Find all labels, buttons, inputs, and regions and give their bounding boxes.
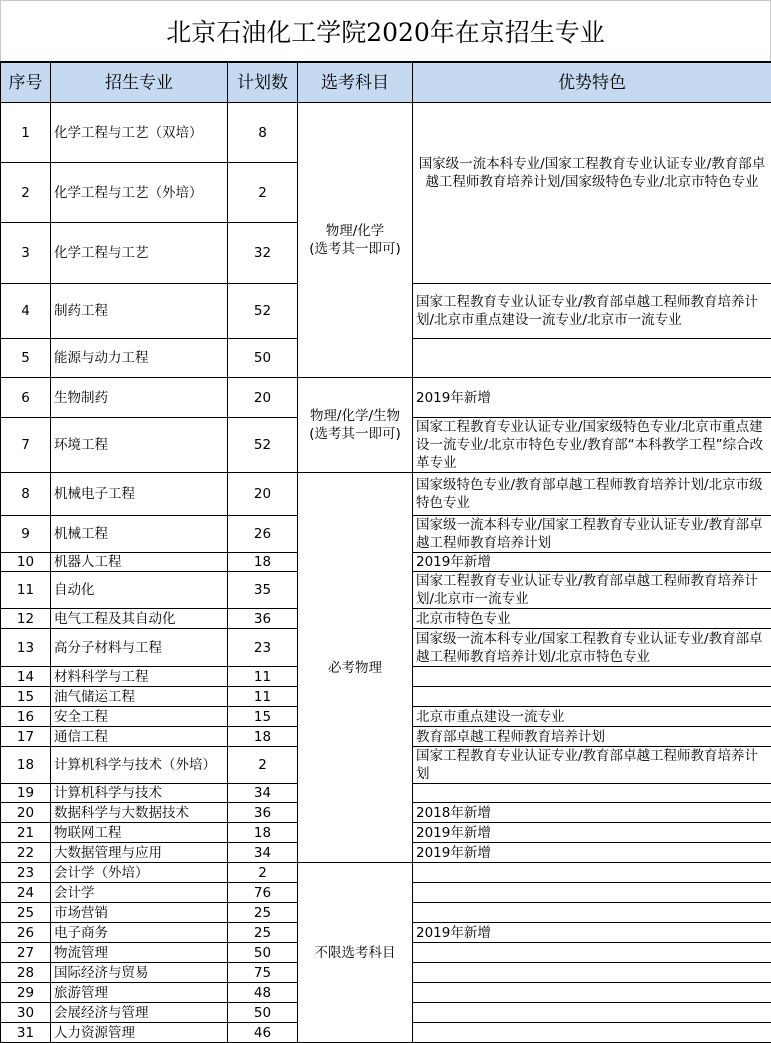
plan-count: 36 — [228, 609, 298, 629]
row-number: 15 — [1, 687, 51, 707]
feature-text — [413, 687, 771, 707]
row-number: 5 — [1, 339, 51, 378]
major-name: 高分子材料与工程 — [51, 629, 228, 667]
major-name: 通信工程 — [51, 727, 228, 747]
row-number: 8 — [1, 473, 51, 516]
row-number: 29 — [1, 983, 51, 1003]
feature-text: 国家工程教育专业认证专业/教育部卓越工程师教育培养计划/北京市一流专业 — [413, 572, 771, 609]
feature-text — [413, 963, 771, 983]
feature-text: 2019年新增 — [413, 923, 771, 943]
plan-count: 25 — [228, 923, 298, 943]
major-name: 机械工程 — [51, 516, 228, 553]
plan-count: 48 — [228, 983, 298, 1003]
feature-text — [413, 943, 771, 963]
feature-text — [413, 667, 771, 687]
feature-text — [413, 339, 771, 378]
row-number: 17 — [1, 727, 51, 747]
row-number: 28 — [1, 963, 51, 983]
plan-count: 18 — [228, 727, 298, 747]
row-number: 4 — [1, 284, 51, 339]
feature-text — [413, 903, 771, 923]
plan-count: 23 — [228, 629, 298, 667]
row-number: 23 — [1, 863, 51, 883]
row-number: 11 — [1, 572, 51, 609]
table-row — [1, 378, 771, 418]
major-name: 环境工程 — [51, 418, 228, 473]
major-name: 化学工程与工艺（双培） — [51, 103, 228, 163]
plan-count: 20 — [228, 473, 298, 516]
plan-count: 52 — [228, 284, 298, 339]
plan-count: 76 — [228, 883, 298, 903]
major-name: 化学工程与工艺（外培） — [51, 163, 228, 223]
plan-count: 2 — [228, 747, 298, 784]
major-name: 人力资源管理 — [51, 1023, 228, 1043]
row-number: 24 — [1, 883, 51, 903]
row-number: 2 — [1, 163, 51, 223]
plan-count: 26 — [228, 516, 298, 553]
row-number: 3 — [1, 223, 51, 284]
feature-text: 国家级一流本科专业/国家工程教育专业认证专业/教育部卓越工程师教育培养计划 — [413, 516, 771, 553]
row-number: 21 — [1, 823, 51, 843]
plan-count: 50 — [228, 1003, 298, 1023]
header-feature: 优势特色 — [413, 62, 771, 103]
major-name: 会展经济与管理 — [51, 1003, 228, 1023]
row-number: 10 — [1, 553, 51, 572]
feature-text: 2019年新增 — [413, 823, 771, 843]
plan-count: 35 — [228, 572, 298, 609]
major-name: 计算机科学与技术 — [51, 784, 228, 803]
feature-text: 国家级一流本科专业/国家工程教育专业认证专业/教育部卓越工程师教育培养计划/国家级特色专业/北京市特色专业 — [413, 103, 771, 284]
feature-text: 北京市重点建设一流专业 — [413, 707, 771, 727]
feature-text: 国家级一流本科专业/国家工程教育专业认证专业/教育部卓越工程师教育培养计划/北京市特色专业 — [413, 629, 771, 667]
plan-count: 50 — [228, 943, 298, 963]
plan-count: 11 — [228, 687, 298, 707]
plan-count: 46 — [228, 1023, 298, 1043]
plan-count: 20 — [228, 378, 298, 418]
plan-count: 32 — [228, 223, 298, 284]
major-name: 计算机科学与技术（外培） — [51, 747, 228, 784]
major-name: 电气工程及其自动化 — [51, 609, 228, 629]
plan-count: 52 — [228, 418, 298, 473]
plan-count: 8 — [228, 103, 298, 163]
plan-count: 25 — [228, 903, 298, 923]
plan-count: 18 — [228, 553, 298, 572]
row-number: 13 — [1, 629, 51, 667]
major-name: 机器人工程 — [51, 553, 228, 572]
row-number: 6 — [1, 378, 51, 418]
major-name: 会计学 — [51, 883, 228, 903]
feature-text — [413, 1003, 771, 1023]
major-name: 会计学（外培） — [51, 863, 228, 883]
feature-text: 国家工程教育专业认证专业/国家级特色专业/北京市重点建设一流专业/北京市特色专业/教育部“本科教学工程”综合改革专业 — [413, 418, 771, 473]
row-number: 14 — [1, 667, 51, 687]
major-name: 物联网工程 — [51, 823, 228, 843]
feature-text: 2019年新增 — [413, 378, 771, 418]
row-number: 26 — [1, 923, 51, 943]
feature-text: 国家级特色专业/教育部卓越工程师教育培养计划/北京市级特色专业 — [413, 473, 771, 516]
feature-text — [413, 863, 771, 883]
plan-count: 34 — [228, 784, 298, 803]
plan-count: 34 — [228, 843, 298, 863]
major-name: 材料科学与工程 — [51, 667, 228, 687]
plan-count: 2 — [228, 163, 298, 223]
page-title: 北京石油化工学院2020年在京招生专业 — [0, 0, 771, 61]
row-number: 19 — [1, 784, 51, 803]
major-name: 安全工程 — [51, 707, 228, 727]
row-number: 31 — [1, 1023, 51, 1043]
major-name: 自动化 — [51, 572, 228, 609]
row-number: 12 — [1, 609, 51, 629]
feature-text — [413, 1023, 771, 1043]
feature-text: 教育部卓越工程师教育培养计划 — [413, 727, 771, 747]
major-name: 油气储运工程 — [51, 687, 228, 707]
feature-text: 2019年新增 — [413, 553, 771, 572]
plan-count: 36 — [228, 803, 298, 823]
subject-requirement: 不限选考科目 — [298, 863, 413, 1043]
row-number: 18 — [1, 747, 51, 784]
major-name: 机械电子工程 — [51, 473, 228, 516]
plan-count: 50 — [228, 339, 298, 378]
table-row — [1, 473, 771, 516]
row-number: 7 — [1, 418, 51, 473]
major-name: 旅游管理 — [51, 983, 228, 1003]
row-number: 30 — [1, 1003, 51, 1023]
row-number: 20 — [1, 803, 51, 823]
plan-count: 75 — [228, 963, 298, 983]
feature-text: 2018年新增 — [413, 803, 771, 823]
feature-text: 国家工程教育专业认证专业/教育部卓越工程师教育培养计划 — [413, 747, 771, 784]
feature-text: 北京市特色专业 — [413, 609, 771, 629]
feature-text — [413, 883, 771, 903]
row-number: 22 — [1, 843, 51, 863]
header-no: 序号 — [1, 62, 51, 103]
subject-requirement: 物理/化学 (选考其一即可) — [298, 103, 413, 378]
major-name: 市场营销 — [51, 903, 228, 923]
plan-count: 2 — [228, 863, 298, 883]
row-number: 27 — [1, 943, 51, 963]
subject-requirement: 物理/化学/生物 (选考其一即可) — [298, 378, 413, 473]
feature-text — [413, 983, 771, 1003]
feature-text: 国家工程教育专业认证专业/教育部卓越工程师教育培养计划/北京市重点建设一流专业/北京市一流专业 — [413, 284, 771, 339]
plan-count: 18 — [228, 823, 298, 843]
subject-requirement: 必考物理 — [298, 473, 413, 863]
plan-count: 11 — [228, 667, 298, 687]
table-row — [1, 103, 771, 163]
feature-text — [413, 784, 771, 803]
major-name: 能源与动力工程 — [51, 339, 228, 378]
table-row — [1, 863, 771, 883]
major-name: 生物制药 — [51, 378, 228, 418]
major-name: 国际经济与贸易 — [51, 963, 228, 983]
row-number: 16 — [1, 707, 51, 727]
row-number: 1 — [1, 103, 51, 163]
row-number: 25 — [1, 903, 51, 923]
header-major: 招生专业 — [51, 62, 228, 103]
plan-count: 15 — [228, 707, 298, 727]
major-name: 物流管理 — [51, 943, 228, 963]
major-name: 电子商务 — [51, 923, 228, 943]
header-subject: 选考科目 — [298, 62, 413, 103]
major-name: 数据科学与大数据技术 — [51, 803, 228, 823]
row-number: 9 — [1, 516, 51, 553]
major-name: 化学工程与工艺 — [51, 223, 228, 284]
major-name: 制药工程 — [51, 284, 228, 339]
header-row — [1, 62, 771, 103]
header-plan: 计划数 — [228, 62, 298, 103]
admissions-table — [0, 61, 771, 1043]
feature-text: 2019年新增 — [413, 843, 771, 863]
major-name: 大数据管理与应用 — [51, 843, 228, 863]
